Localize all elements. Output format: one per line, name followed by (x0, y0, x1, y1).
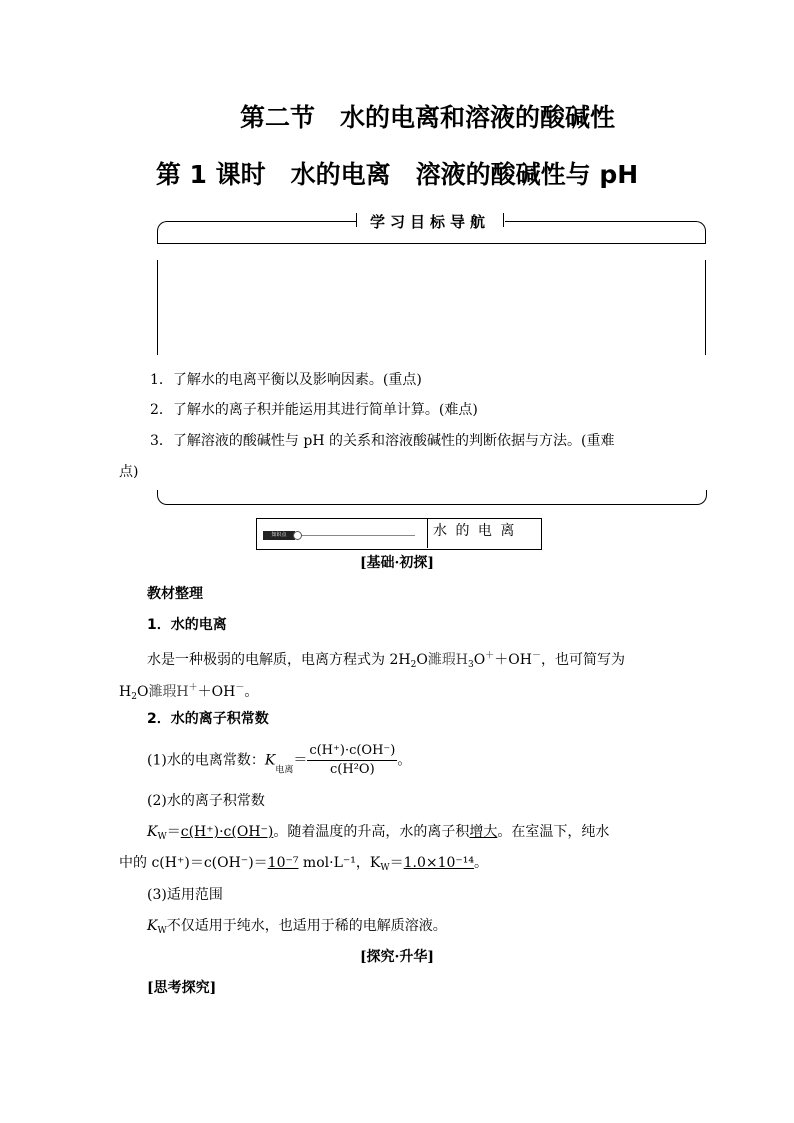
conc-value: 10⁻⁷ (267, 855, 299, 871)
objective-item-3: 3．了解溶液的酸碱性与 pH 的关系和溶液酸碱性的判断依据与方法。(重难 (150, 433, 615, 449)
s2-scope-line: $K_W$不仅适用于纯水，也适用于稀的电解质溶液。 (147, 918, 447, 936)
conc-prefix: 中的 c(H⁺)＝c(OH⁻)＝ (119, 855, 268, 871)
s1-line2-sub-2: 2 (131, 692, 137, 702)
objective-item-3-cont: 点) (119, 464, 139, 480)
s2-conc-line: 中的 c(H⁺)＝c(OH⁻)＝10⁻⁷ mol·L⁻¹，$K_W=1.0\times 10^{-14}$。 (119, 855, 489, 873)
section-title: 第二节 水的电离和溶液的酸碱性 (239, 103, 615, 132)
lesson-title: 第 1 课时 水的电离 溶液的酸碱性与 pH (155, 160, 639, 189)
topic-badge-dot (293, 531, 302, 540)
explore-heading: [探究·升华] (359, 949, 435, 965)
objectives-frame-bottom (157, 490, 707, 505)
k-ion-numerator: c(H⁺)·c(OH⁻) (307, 742, 397, 761)
scope-text: 不仅适用于纯水，也适用于稀的电解质溶液。 (166, 918, 447, 934)
s1-line1-e: ，也可简写为 (540, 652, 625, 668)
think-heading: [思考探究] (147, 980, 217, 996)
objectives-frame-inner-line (157, 243, 706, 244)
s1-line2 (119, 678, 258, 707)
s2-sub1-label: (1)水的电离常数： (147, 752, 265, 769)
s1-line2-b: O (136, 684, 149, 700)
s1-line1 (147, 646, 625, 675)
topic-badge: 知识点 (263, 531, 295, 540)
objectives-frame-top-left (157, 221, 356, 244)
s1-line2-a: H (119, 684, 132, 700)
objectives-frame-left-side (157, 260, 158, 355)
s1-sub-2: 2 (410, 660, 417, 670)
k-ion-sub: 电离 (275, 765, 294, 776)
s1-sup-minus: － (531, 651, 541, 661)
s1-line1-b: O (416, 652, 428, 668)
topic-title: 水 的 电 离 (433, 523, 517, 539)
s1-line1-d: ＋OH (494, 652, 532, 668)
objectives-frame-right-side (705, 260, 706, 355)
s1-sub-3: 3 (468, 660, 474, 670)
kw-expression: c(H⁺)·c(OH⁻) (180, 824, 274, 840)
s1-sup-plus: ＋ (485, 651, 495, 661)
basics-heading: [基础·初探] (359, 555, 435, 571)
s2-sub2-label: (2)水的离子积常数 (147, 793, 265, 809)
s2-kw-line: $K_W=c(H^+)\cdot c(OH^-)$。随着温度的升高，水的离子积增大。在室温下，纯水 (147, 824, 610, 842)
s1-line1-c: O (473, 652, 486, 668)
s2-sub3-label: (3)适用范围 (147, 887, 223, 903)
objective-item-1: 1．了解水的电离平衡以及影响因素。(重点) (150, 372, 422, 388)
s1-line2-garble: 濉瑕H (148, 684, 189, 700)
s1-line1-garble: 濉瑕H (427, 652, 469, 668)
topic-badge-line (297, 535, 415, 536)
s1-line2-sup-minus: － (235, 683, 245, 693)
kw-value: 1.0×10⁻¹⁴ (403, 855, 475, 871)
k-ion-fraction (307, 742, 397, 779)
material-heading: 教材整理 (147, 586, 203, 602)
k-ion-denominator: c(H²O) (330, 762, 375, 777)
conc-unit: mol·L⁻¹，K (298, 855, 381, 871)
s1-line2-d: 。 (244, 684, 259, 700)
topic-banner-divider (427, 518, 428, 548)
objective-item-2: 2．了解水的离子积并能运用其进行简单计算。(难点) (150, 402, 478, 418)
objectives-frame-top-right (505, 221, 706, 244)
kw-text1: 。随着温度的升高，水的离子积 (273, 824, 470, 840)
s2-heading: 2．水的离子积常数 (147, 711, 269, 727)
s2-ionization-constant: (1)水的电离常数：$K_{电离}=$ $\frac{c(H^+)\cdot c(OH^-)}{\text{c(H²O)}}$ 。 (147, 743, 412, 777)
kw-text2: 。在室温下，纯水 (497, 824, 610, 840)
objectives-label: 学习目标导航 (369, 213, 490, 231)
s1-heading: 1．水的电离 (147, 617, 227, 633)
kw-blank: 增大 (469, 824, 498, 840)
s1-line2-sup-plus: ＋ (188, 683, 198, 693)
s1-line1-a: 水是一种极弱的电解质，电离方程式为 2H (147, 652, 411, 668)
s1-line2-c: ＋OH (197, 684, 236, 700)
